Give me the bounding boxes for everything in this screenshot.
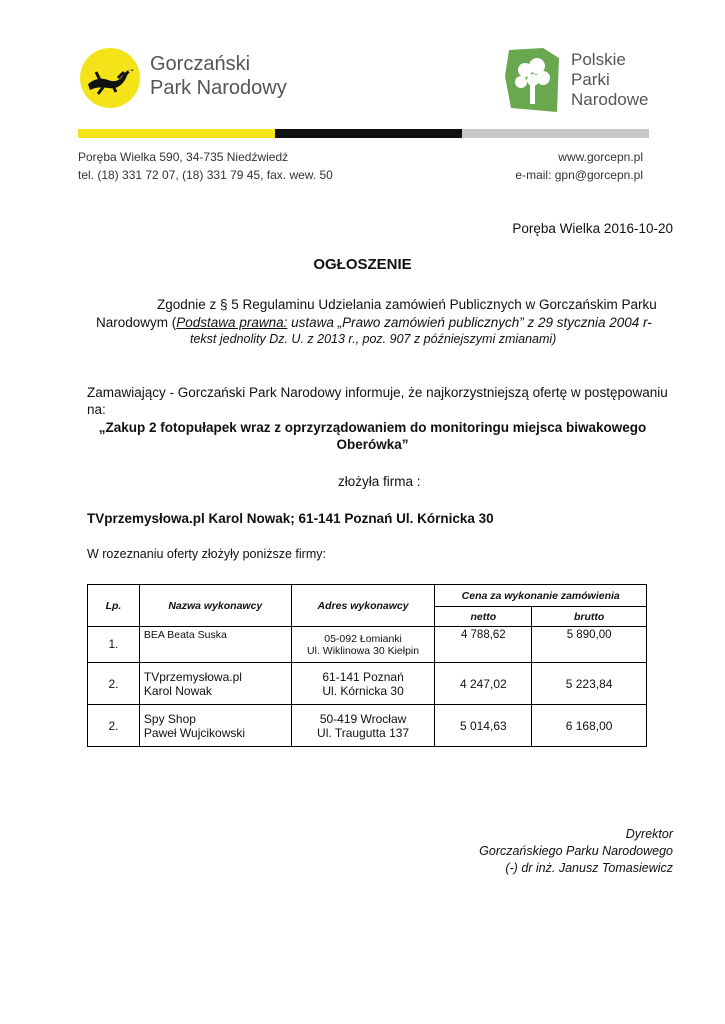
gorczanski-logo: [78, 46, 338, 116]
website-link[interactable]: www.gorcepn.pl: [558, 150, 643, 164]
table-row: [88, 705, 647, 747]
row-address-line1: 61-141 Poznań: [322, 669, 404, 684]
signature-line-2: Gorczańskiego Parku Narodowego: [479, 844, 673, 858]
row-name-line1: TVprzemysłowa.pl: [143, 669, 242, 684]
logo-left-line2: Park Narodowy: [150, 77, 287, 99]
table-row: [88, 627, 647, 663]
header-name: Nazwa wykonawcy: [139, 585, 291, 627]
row-address-line2: Ul. Kórnicka 30: [322, 683, 404, 698]
page-title: OGŁOSZENIE: [313, 256, 412, 273]
logo-left-line1: Gorczański: [150, 53, 251, 75]
header-price: Cena za wykonanie zamówienia: [435, 585, 647, 607]
submitted-by-label: złożyła firma :: [338, 474, 421, 489]
row-lp: 2.: [88, 663, 140, 705]
intro-line-2-c: ustawa „Prawo zamówień publicznych” z 29 stycznia 2004 r-: [287, 315, 652, 330]
header-bar-yellow: [78, 129, 275, 138]
header-bar-gray: [462, 129, 649, 138]
signature-line-1: Dyrektor: [625, 827, 673, 841]
row-net: 4 788,62: [435, 627, 532, 663]
row-address-line1: 50-419 Wrocław: [319, 711, 407, 726]
intro-line-2-a: Narodowym (: [96, 315, 177, 330]
row-address-line2: Ul. Traugutta 137: [317, 725, 410, 740]
logo-right-line3: Narodowe: [571, 90, 649, 109]
header-address: Adres wykonawcy: [291, 585, 435, 627]
row-name-line1: Spy Shop: [143, 711, 196, 726]
offers-intro: W rozeznaniu oferty złożyły poniższe firmy:: [87, 547, 326, 561]
address: Poręba Wielka 590, 34-735 Niedźwiedź: [78, 150, 289, 164]
row-lp: 2.: [88, 705, 140, 747]
row-net: 5 014,63: [435, 705, 532, 747]
row-net: 4 247,02: [435, 663, 532, 705]
ppn-logo: [503, 46, 673, 118]
notice-line-2: na:: [87, 402, 106, 417]
row-gross: 6 168,00: [532, 705, 647, 747]
phones: tel. (18) 331 72 07, (18) 331 79 45, fax. wew. 50: [78, 168, 333, 182]
intro-line-3: tekst jednolity Dz. U. z 2013 r., poz. 907 z późniejszymi zmianami): [190, 332, 557, 346]
logo-right-line2: Parki: [571, 70, 610, 89]
legal-basis-label: Podstawa prawna:: [176, 315, 288, 330]
offers-table: [87, 584, 647, 747]
tree-icon: [503, 46, 563, 116]
document-date: Poręba Wielka 2016-10-20: [512, 221, 673, 236]
subject-line-1: „Zakup 2 fotopułapek wraz z oprzyrządowaniem do monitoringu miejsca biwakowego: [98, 420, 647, 435]
row-name: BEA Beata Suska: [143, 629, 227, 641]
winning-offer: TVprzemysłowa.pl Karol Nowak; 61-141 Poznań Ul. Kórnicka 30: [87, 511, 494, 526]
row-gross: 5 890,00: [532, 627, 647, 663]
notice-line-1: Zamawiający - Gorczański Park Narodowy informuje, że najkorzystniejszą ofertę w postępowaniu: [87, 385, 668, 400]
intro-line-2: [96, 314, 652, 331]
header-lp: Lp.: [88, 585, 140, 627]
row-gross: 5 223,84: [532, 663, 647, 705]
header-gross: brutto: [532, 607, 647, 627]
row-lp: 1.: [88, 627, 140, 663]
intro-line-1: Zgodnie z § 5 Regulaminu Udzielania zamówień Publicznych w Gorczańskim Parku: [157, 297, 657, 312]
subject-line-2: Oberówka”: [336, 437, 409, 452]
row-address-line1: 05-092 Łomianki: [324, 632, 402, 645]
table-row: [88, 663, 647, 705]
row-name-line2: Karol Nowak: [143, 683, 212, 698]
row-address-line2: Ul. Wiklinowa 30 Kiełpin: [307, 644, 420, 657]
salamander-icon: [78, 46, 142, 110]
email-link[interactable]: e-mail: gpn@gorcepn.pl: [515, 168, 643, 182]
logo-right-line1: Polskie: [571, 50, 626, 69]
signature-line-3: (-) dr inż. Janusz Tomasiewicz: [505, 861, 673, 875]
header-net: netto: [435, 607, 532, 627]
row-name-line2: Paweł Wujcikowski: [143, 725, 246, 740]
header-bar-black: [275, 129, 462, 138]
